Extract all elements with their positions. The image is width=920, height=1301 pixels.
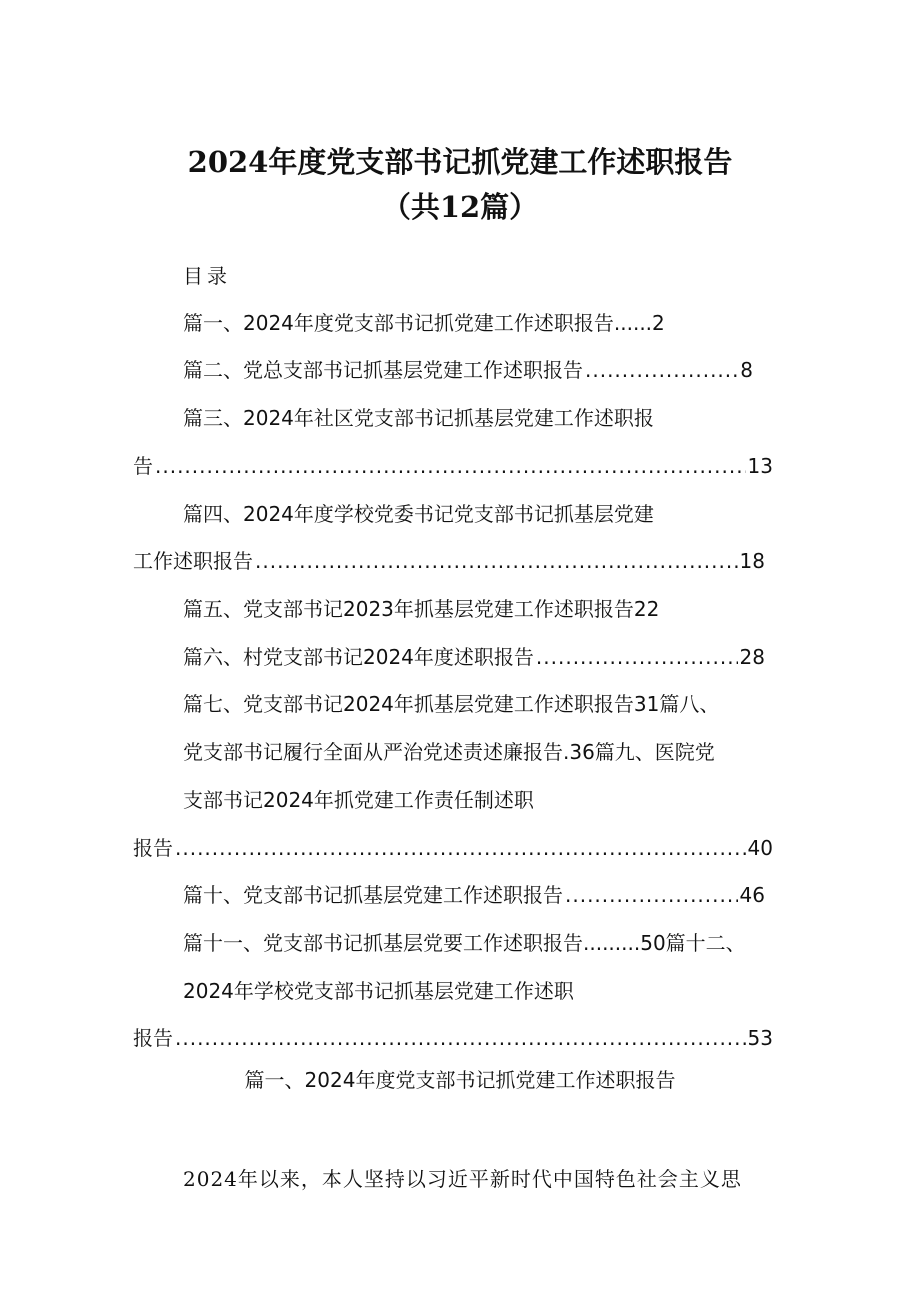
toc-entry-9-cont-text: 报告 (133, 836, 173, 860)
toc-heading: 目录 (183, 264, 231, 288)
toc-entry-12-cont (133, 1024, 773, 1052)
toc-entry-10-text: 篇十、党支部书记抓基层党建工作述职报告 (183, 883, 563, 907)
toc-leader-dots (175, 1024, 746, 1052)
toc-entry-3-cont (133, 452, 773, 480)
toc-entry-6-page: 28 (739, 645, 765, 669)
toc-entry-9-page: 40 (747, 836, 773, 860)
toc-entry-4: 篇四、2024年度学校党委书记党支部书记抓基层党建 (183, 502, 654, 526)
toc-leader-dots (175, 834, 746, 862)
toc-leader-dots (255, 547, 738, 575)
toc-entry-2-text: 篇二、党总支部书记抓基层党建工作述职报告 (183, 358, 583, 382)
toc-entry-10 (183, 881, 765, 909)
toc-entry-4-page: 18 (739, 549, 765, 573)
toc-entry-3: 篇三、2024年社区党支部书记抓基层党建工作述职报 (183, 406, 654, 430)
section-heading: 篇一、2024年度党支部书记抓党建工作述职报告 (244, 1068, 676, 1092)
toc-entry-4-cont (133, 547, 765, 575)
toc-entry-12-page: 53 (747, 1026, 773, 1050)
toc-entry-5: 篇五、党支部书记2023年抓基层党建工作述职报告22 (183, 597, 660, 621)
toc-entry-6-text: 篇六、村党支部书记2024年度述职报告 (183, 645, 534, 669)
document-title: 2024年度党支部书记抓党建工作述职报告 (187, 145, 733, 179)
toc-entry-9: 支部书记2024年抓党建工作责任制述职 (183, 788, 534, 812)
toc-leader-dots (155, 452, 746, 480)
toc-entry-3-cont-text: 告 (133, 454, 153, 478)
toc-leader-dots (536, 643, 738, 671)
toc-entry-12-cont-text: 报告 (133, 1026, 173, 1050)
toc-entry-7: 篇七、党支部书记2024年抓基层党建工作述职报告31篇八、 (183, 692, 720, 716)
toc-entry-1: 篇一、2024年度党支部书记抓党建工作述职报告......2 (183, 311, 665, 335)
toc-entry-6 (183, 643, 765, 671)
toc-leader-dots (585, 356, 738, 384)
toc-entry-2 (183, 356, 753, 384)
document-subtitle: （共12篇） (381, 190, 539, 224)
toc-entry-2-page: 8 (740, 358, 753, 382)
toc-entry-10-page: 46 (739, 883, 765, 907)
toc-leader-dots (565, 881, 738, 909)
toc-entry-11: 篇十一、党支部书记抓基层党要工作述职报告.........50篇十二、 (183, 931, 746, 955)
toc-entry-4-cont-text: 工作述职报告 (133, 549, 253, 573)
toc-entry-8: 党支部书记履行全面从严治党述责述廉报告.36篇九、医院党 (183, 740, 715, 764)
body-paragraph: 2024年以来，本人坚持以习近平新时代中国特色社会主义思 (183, 1167, 742, 1191)
toc-entry-12: 2024年学校党支部书记抓基层党建工作述职 (183, 979, 574, 1003)
toc-entry-3-page: 13 (747, 454, 773, 478)
toc-entry-9-cont (133, 834, 773, 862)
